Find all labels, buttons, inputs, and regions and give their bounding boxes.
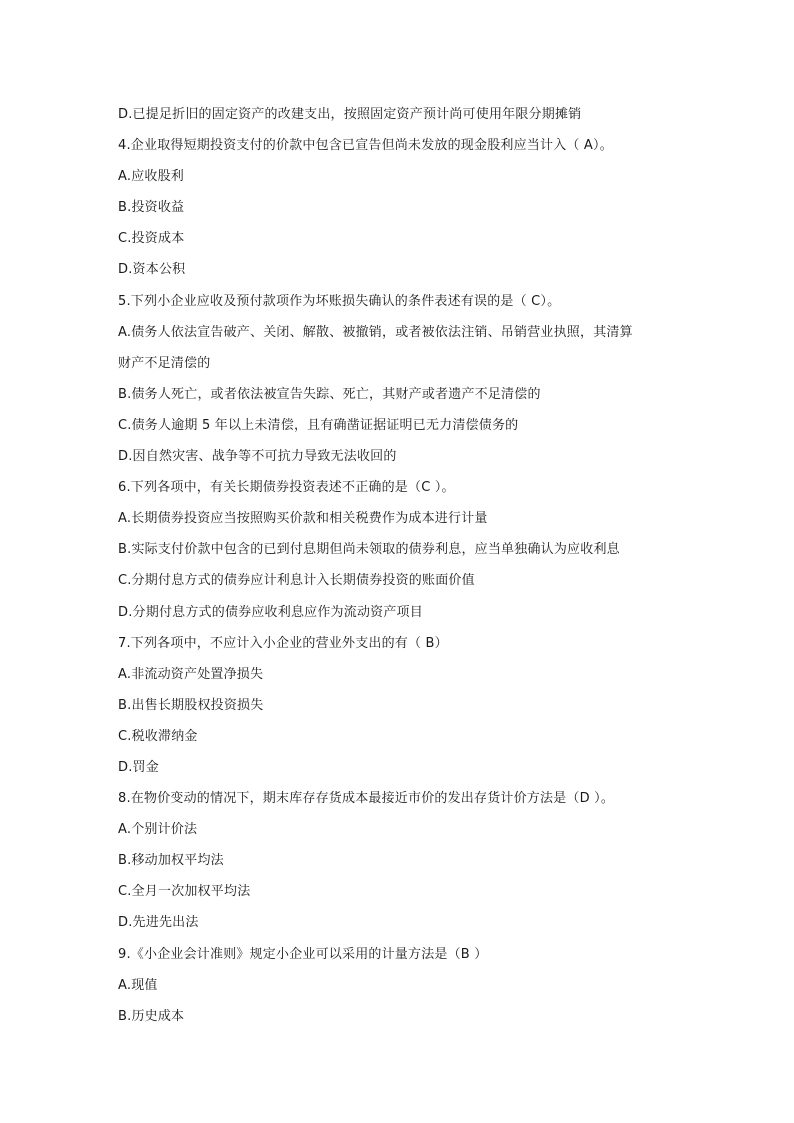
option-a-continued: 财产不足清偿的 bbox=[118, 355, 211, 371]
option-c: C.债务人逾期 5 年以上未清偿，且有确凿证据证明已无力清偿债务的 bbox=[118, 417, 519, 433]
option-d: D.分期付息方式的债券应收利息应作为流动资产项目 bbox=[118, 604, 423, 620]
question-7: 7.下列各项中，不应计入小企业的营业外支出的有（ B） bbox=[118, 635, 448, 651]
option-d: D.罚金 bbox=[118, 759, 159, 775]
option-d: D.资本公积 bbox=[118, 262, 186, 278]
question-6: 6.下列各项中，有关长期债券投资表述不正确的是（C ）。 bbox=[118, 480, 455, 496]
option-a: A.应收股利 bbox=[118, 169, 184, 185]
option-a: A.长期债券投资应当按照购买价款和相关税费作为成本进行计量 bbox=[118, 511, 488, 527]
option-b: B.历史成本 bbox=[118, 1008, 185, 1024]
question-4: 4.企业取得短期投资支付的价款中包含已宣告但尚未发放的现金股利应当计入（ A）。 bbox=[118, 138, 613, 154]
option-a: A.债务人依法宣告破产、关闭、解散、被撤销，或者被依法注销、吊销营业执照，其清算 bbox=[118, 324, 633, 340]
question-5: 5.下列小企业应收及预付款项作为坏账损失确认的条件表述有误的是（ C）。 bbox=[118, 293, 561, 309]
option-c: C.投资成本 bbox=[118, 231, 185, 247]
option-d: D.因自然灾害、战争等不可抗力导致无法收回的 bbox=[118, 449, 397, 465]
option-a: A.个别计价法 bbox=[118, 822, 198, 838]
option-c: C.分期付息方式的债券应计利息计入长期债券投资的账面价值 bbox=[118, 573, 475, 589]
document-body bbox=[118, 99, 678, 1032]
option-b: B.债务人死亡，或者依法被宣告失踪、死亡，其财产或者遗产不足清偿的 bbox=[118, 386, 541, 402]
option-c: C.全月一次加权平均法 bbox=[118, 884, 251, 900]
option-a: A.非流动资产处置净损失 bbox=[118, 666, 264, 682]
option-d-text: D.已提足折旧的固定资产的改建支出，按照固定资产预计尚可使用年限分期摊销 bbox=[118, 107, 582, 122]
option-b: B.实际支付价款中包含的已到付息期但尚未领取的债券利息，应当单独确认为应收利息 bbox=[118, 542, 620, 558]
option-b: B.出售长期股权投资损失 bbox=[118, 697, 264, 713]
option-c: C.税收滞纳金 bbox=[118, 728, 198, 744]
question-8: 8.在物价变动的情况下，期末库存存货成本最接近市价的发出存货计价方法是（D ）。 bbox=[118, 791, 615, 807]
option-b: B.投资收益 bbox=[118, 200, 185, 216]
option-b: B.移动加权平均法 bbox=[118, 853, 224, 869]
question-9: 9.《小企业会计准则》规定小企业可以采用的计量方法是（B ） bbox=[118, 946, 488, 962]
option-a: A.现值 bbox=[118, 977, 158, 993]
option-d: D.先进先出法 bbox=[118, 915, 199, 931]
